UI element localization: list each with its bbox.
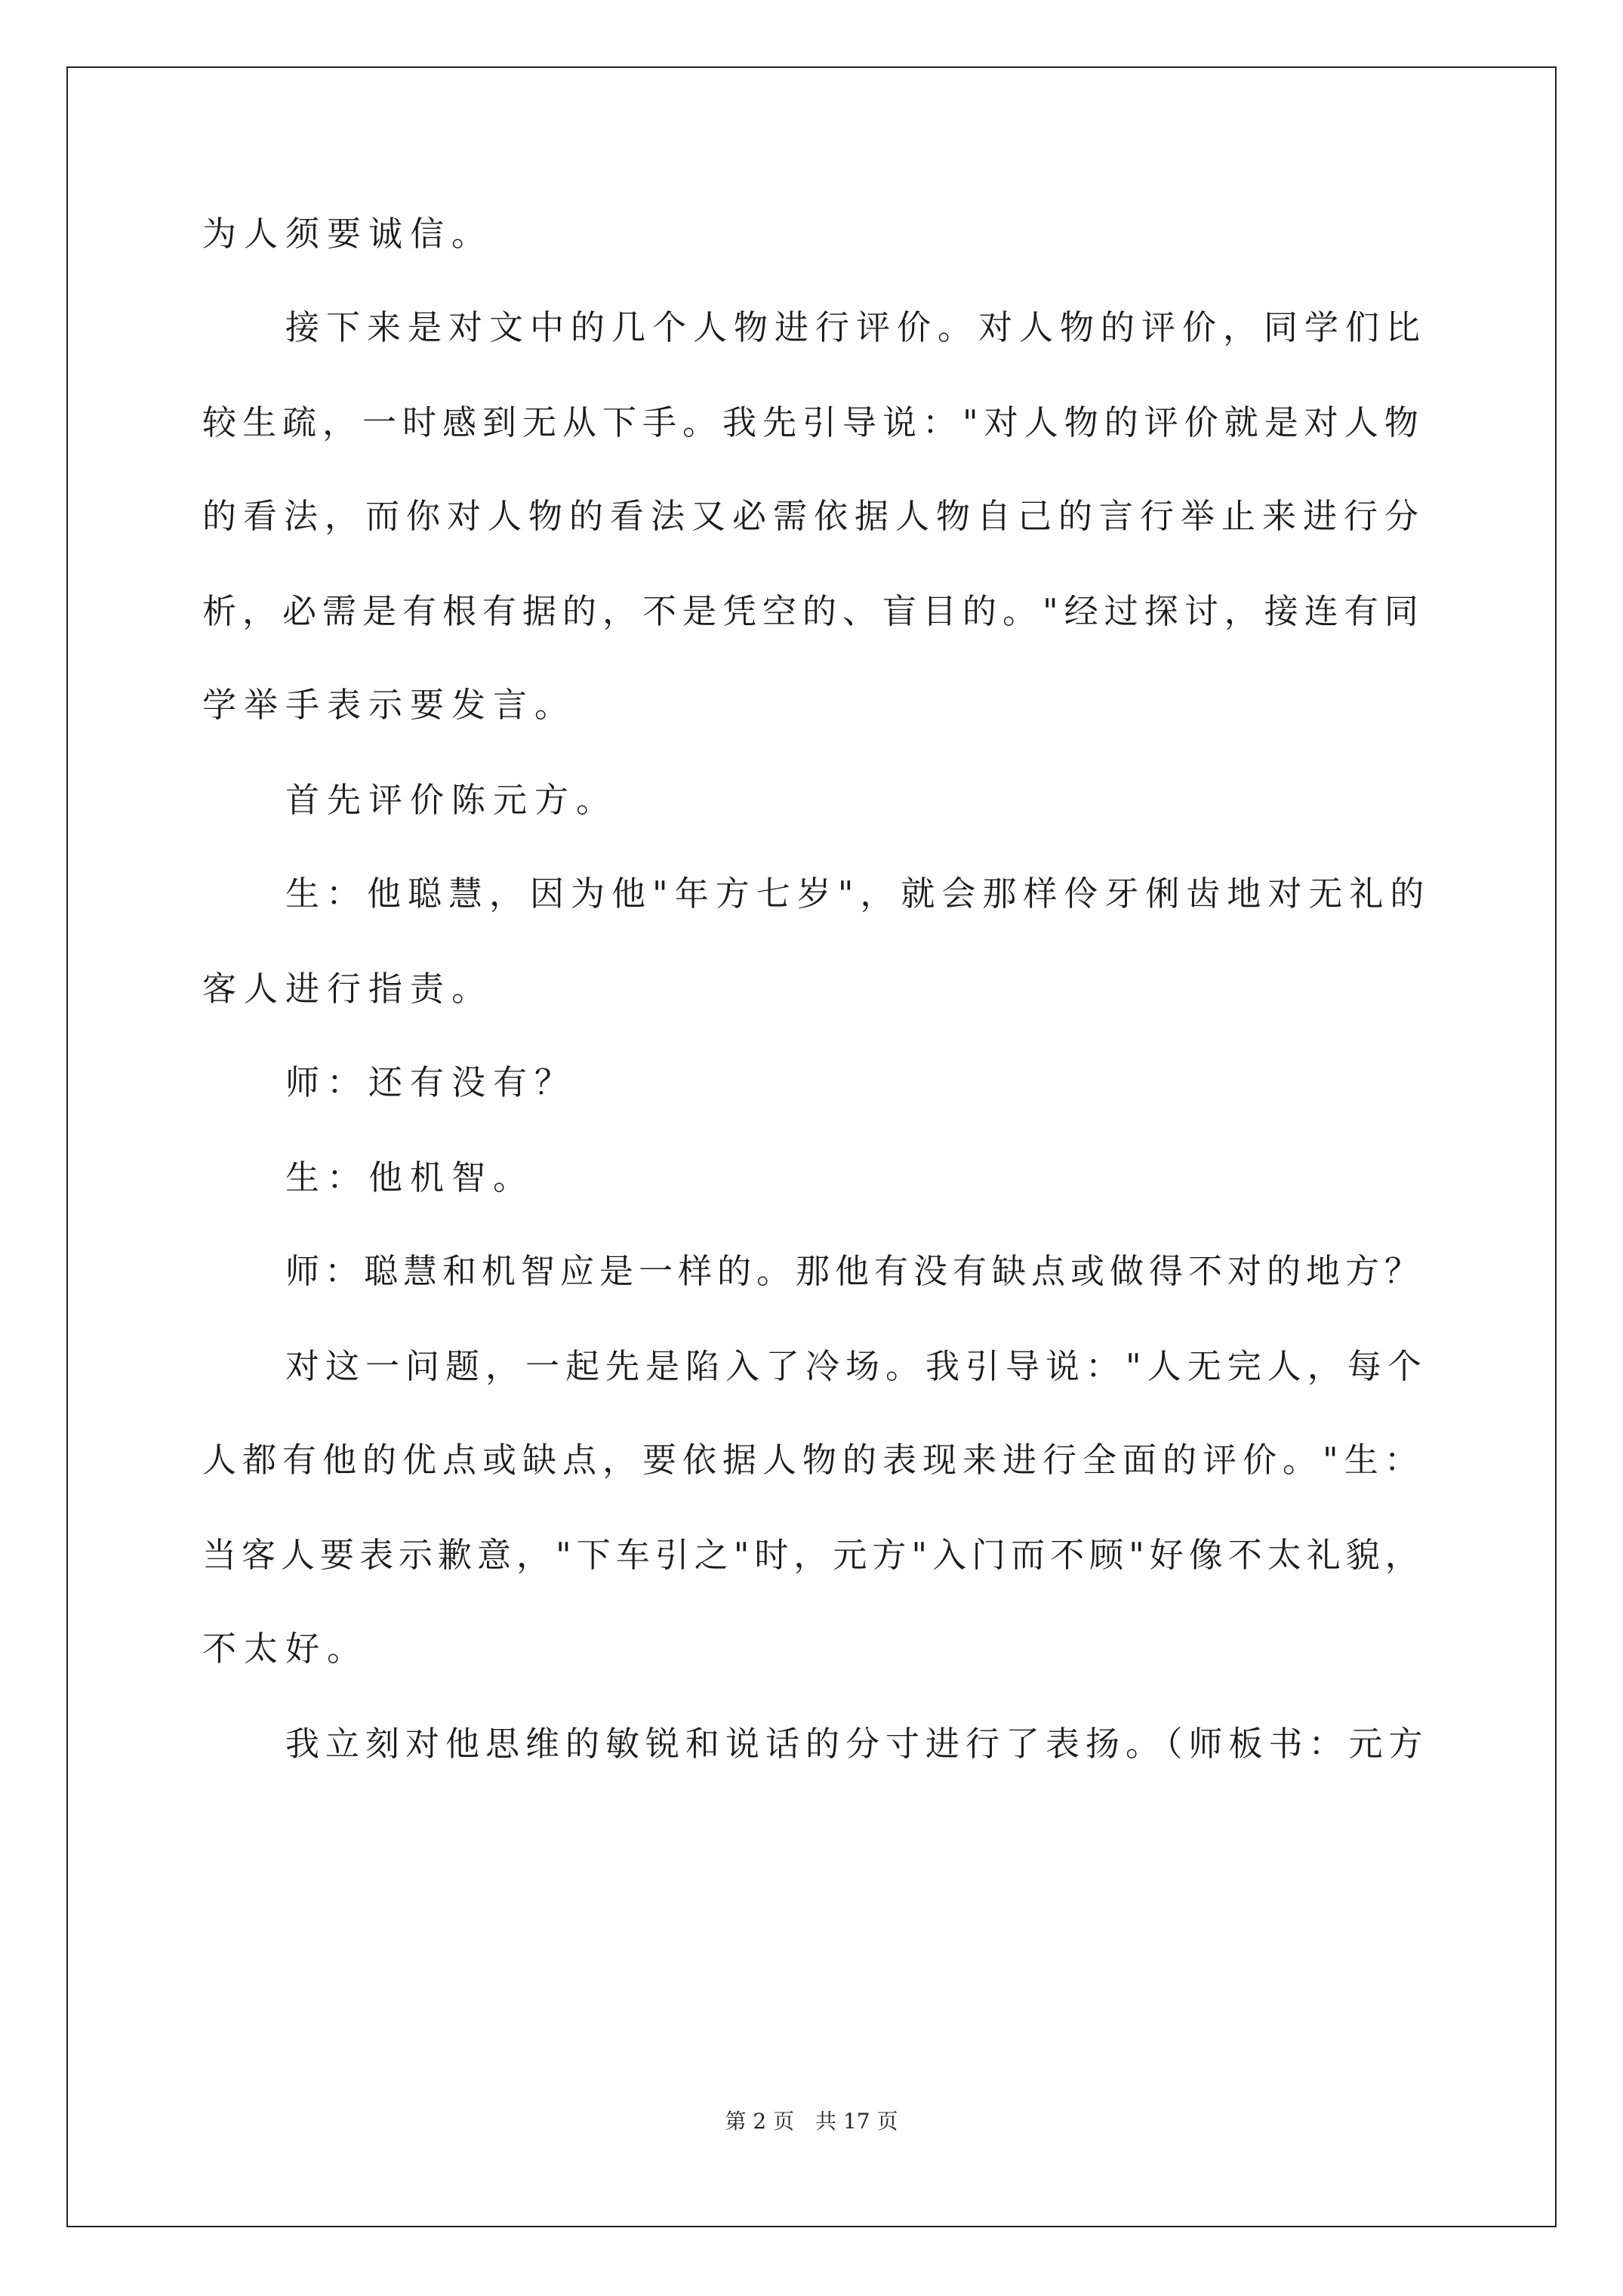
text-line-4: 的看法，而你对人物的看法又必需依据人物自己的言行举止来进行分 xyxy=(202,496,1426,536)
text-line-10: 师：还有没有？ xyxy=(285,1062,577,1102)
page-number: 第 2 页 共 17 页 xyxy=(725,2109,898,2134)
text-line-1: 为人须要诚信。 xyxy=(202,214,494,254)
text-line-9: 客人进行指责。 xyxy=(202,969,494,1009)
page-border xyxy=(66,66,1557,2227)
text-line-6: 学举手表示要发言。 xyxy=(202,685,577,725)
text-line-17: 我立刻对他思维的敏锐和说话的分寸进行了表扬。（师板书：元方 xyxy=(285,1724,1429,1764)
text-line-15: 当客人要表示歉意，"下车引之"时，元方"入门而不顾"好像不太礼貌， xyxy=(202,1535,1424,1575)
text-line-14: 人都有他的优点或缺点，要依据人物的表现来进行全面的评价。"生： xyxy=(202,1440,1424,1480)
text-line-16: 不太好。 xyxy=(202,1629,369,1669)
text-line-5: 析，必需是有根有据的，不是凭空的、盲目的。"经过探讨，接连有同 xyxy=(202,591,1424,631)
text-line-2: 接下来是对文中的几个人物进行评价。对人物的评价，同学们比 xyxy=(285,307,1427,347)
text-line-8: 生：他聪慧，因为他"年方七岁"，就会那样伶牙俐齿地对无礼的 xyxy=(285,874,1431,914)
text-line-13: 对这一问题，一起先是陷入了冷场。我引导说："人无完人，每个 xyxy=(285,1346,1427,1386)
text-line-7: 首先评价陈元方。 xyxy=(285,780,618,820)
text-line-3: 较生疏，一时感到无从下手。我先引导说："对人物的评价就是对人物 xyxy=(202,402,1424,442)
text-line-11: 生：他机智。 xyxy=(285,1157,535,1197)
text-line-12: 师：聪慧和机智应是一样的。那他有没有缺点或做得不对的地方？ xyxy=(285,1251,1424,1291)
